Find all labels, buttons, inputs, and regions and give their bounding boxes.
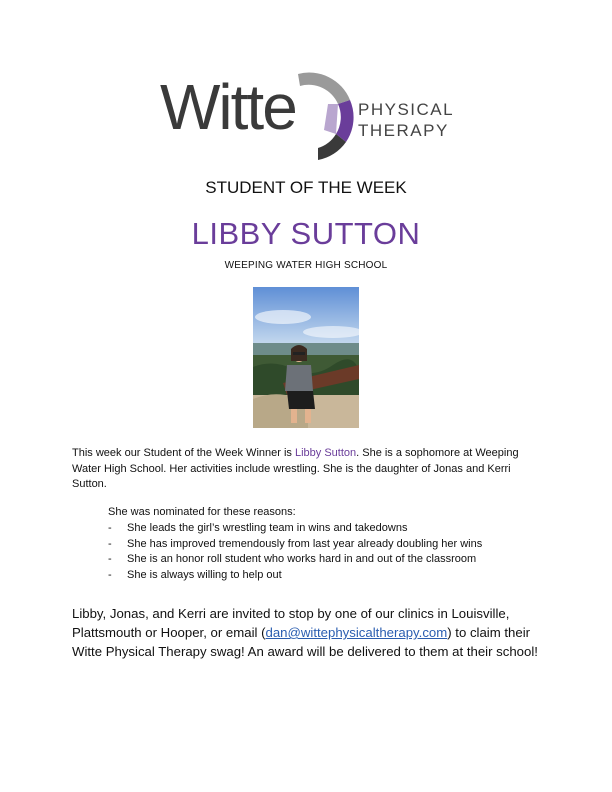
closing-text-before: Libby, Jonas, and Kerri are invited to stop by one of our clinics in Louisville, Plattsmouth or Hooper, or email (	[72, 606, 510, 640]
intro-text-after: . She is a sophomore at Weeping Water High School. Her activities include wrestling. She is the daughter of Jonas and Kerri Sutton.	[72, 447, 519, 490]
bullet-dash: -	[108, 522, 112, 534]
bullet-dash: -	[108, 537, 112, 550]
closing-text-after: ) to claim their Witte Physical Therapy swag! An award will be delivered to them at their school!	[72, 625, 538, 659]
witte-logo	[160, 70, 460, 165]
student-name: LIBBY SUTTON	[191, 216, 421, 251]
student-photo	[253, 287, 359, 428]
intro-student-name: Libby Sutton	[294, 447, 357, 459]
email-link[interactable]: dan@wittephysicaltherapy.com	[265, 625, 448, 640]
intro-paragraph	[72, 446, 542, 493]
intro-text-before: This week our Student of the Week Winner is	[72, 447, 295, 459]
list-item	[108, 568, 482, 584]
reason-text: She is an honor roll student who works hard in and out of the classroom	[127, 553, 477, 565]
list-item	[108, 521, 482, 537]
logo-line-therapy: THERAPY	[358, 121, 449, 140]
list-item	[108, 537, 482, 553]
student-photo-icon	[253, 287, 359, 428]
reason-text: She has improved tremendously from last year already doubling her wins	[127, 537, 483, 550]
reasons-list	[108, 521, 482, 583]
bullet-dash: -	[108, 553, 112, 565]
school-name: WEEPING WATER HIGH SCHOOL	[224, 260, 388, 271]
logo-wordmark: Witte	[160, 71, 296, 143]
closing-paragraph	[72, 604, 552, 661]
page-title: STUDENT OF THE WEEK	[205, 178, 407, 197]
logo-line-physical: PHYSICAL	[358, 100, 455, 119]
reason-text: She leads the girl’s wrestling team in wins and takedowns	[127, 522, 408, 534]
reason-text: She is always willing to help out	[127, 568, 282, 581]
bullet-dash: -	[108, 568, 112, 581]
list-item	[108, 552, 482, 568]
reasons-title: She was nominated for these reasons:	[108, 506, 296, 518]
